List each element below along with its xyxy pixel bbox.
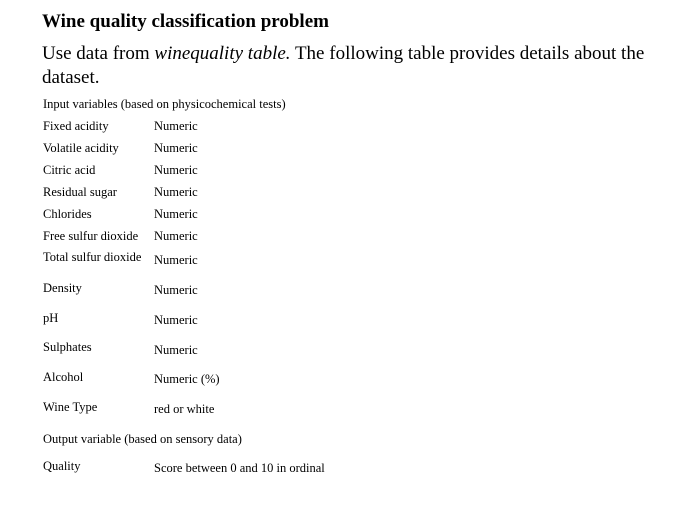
variable-name: pH <box>43 311 59 325</box>
variable-type: Numeric <box>154 163 198 177</box>
variable-type: Numeric <box>154 229 198 243</box>
intro-paragraph <box>42 42 662 90</box>
variable-name: Residual sugar <box>43 185 117 199</box>
variable-name: Chlorides <box>43 207 92 221</box>
variable-name: Free sulfur dioxide <box>43 229 139 243</box>
variable-type: Numeric <box>154 185 198 199</box>
variable-type: Numeric <box>154 119 198 133</box>
variable-type: Numeric <box>154 283 198 297</box>
output-variable-type: Score between 0 and 10 in ordinal <box>154 461 325 475</box>
input-variables-header: Input variables (based on physicochemical tests) <box>43 97 286 111</box>
output-variable-name: Quality <box>43 459 81 473</box>
variable-name: Citric acid <box>43 163 96 177</box>
variable-type: Numeric <box>154 343 198 357</box>
variable-name: Sulphates <box>43 340 92 354</box>
variable-type: Numeric (%) <box>154 372 220 386</box>
variable-type: Numeric <box>154 207 198 221</box>
table-name: winequality table. <box>154 43 291 64</box>
variable-type: Numeric <box>154 141 198 155</box>
variable-type: Numeric <box>154 313 198 327</box>
intro-text-after: The following table provides details about the dataset. <box>42 43 645 88</box>
variable-name: Density <box>43 281 82 295</box>
variable-name: Alcohol <box>43 370 84 384</box>
variable-name: Wine Type <box>43 400 98 414</box>
variable-type: Numeric <box>154 253 198 267</box>
variable-type: red or white <box>154 402 215 416</box>
variable-name: Total sulfur dioxide <box>43 250 142 264</box>
variable-name: Fixed acidity <box>43 119 109 133</box>
page-title: Wine quality classification problem <box>42 11 329 32</box>
output-variable-header: Output variable (based on sensory data) <box>43 432 242 446</box>
variable-name: Volatile acidity <box>43 141 119 155</box>
intro-text-before: Use data from <box>42 43 155 64</box>
